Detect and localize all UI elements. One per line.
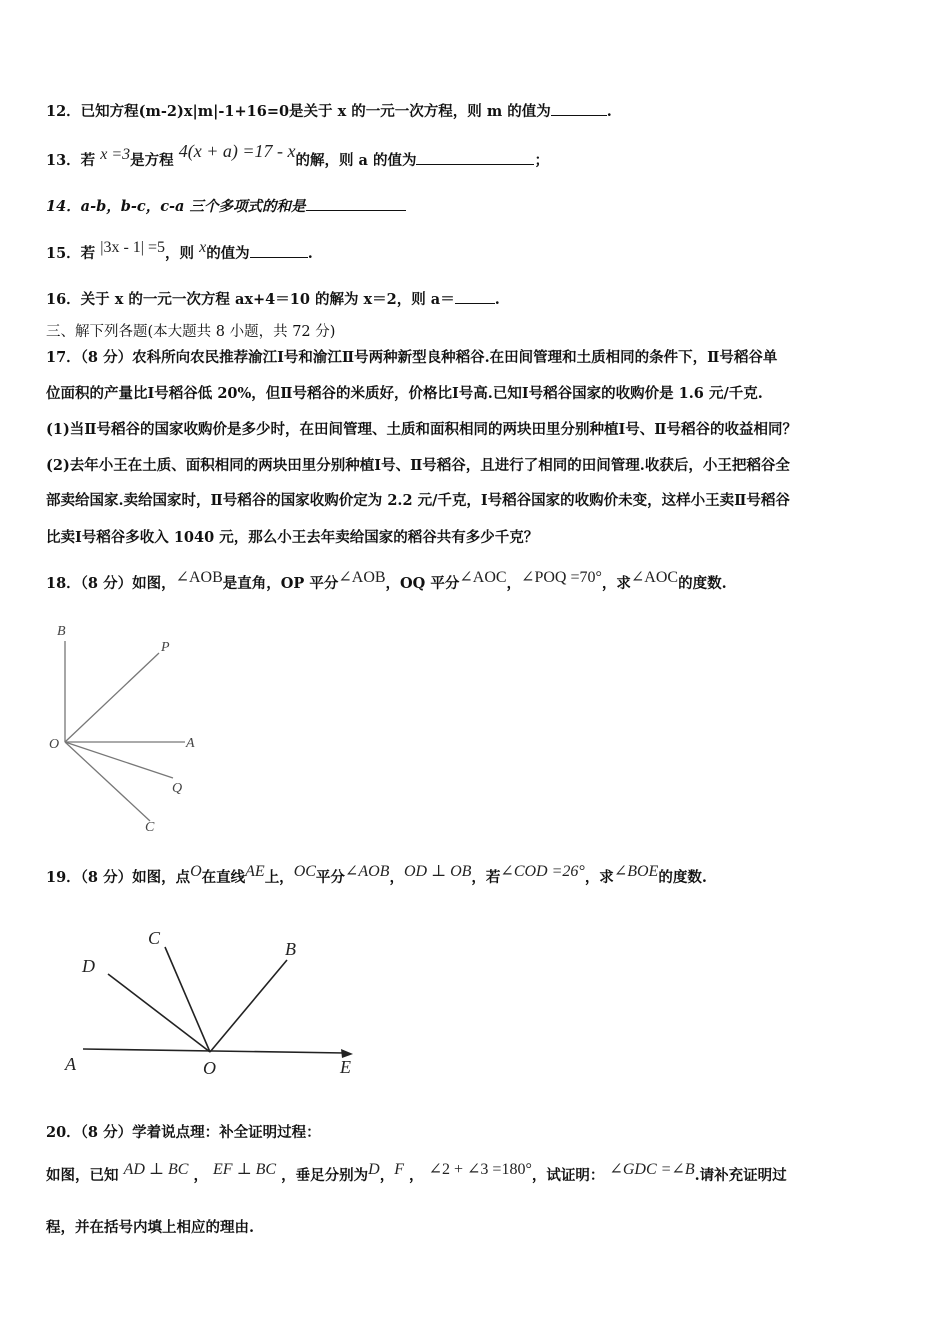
q13-num: 13．若 (46, 152, 96, 169)
q15-mid: ，则 (165, 245, 195, 262)
q17-line-4: (2)去年小王在土质、面积相同的两块田里分别种植Ⅰ号、Ⅱ号稻谷，且进行了相同的田间管理.收获后，小王把稻谷全 (46, 457, 790, 474)
q18-text: ， (506, 575, 522, 592)
q18-math: ∠POQ =70° (521, 569, 602, 586)
ray-op (65, 653, 159, 742)
q15-var: x (199, 239, 207, 256)
q17-line-6: 比卖Ⅰ号稻谷多收入 1040 元，那么小王去年卖给国家的稻谷共有多少千克？ (46, 529, 539, 546)
q15-num: 15．若 (46, 245, 96, 262)
q13-mid: 是方程 (130, 152, 174, 169)
q19-text: 上， (264, 869, 294, 886)
q19-text: ，若 (471, 869, 501, 886)
q19-math: OD ⊥ OB (403, 863, 472, 880)
q18-math: ∠AOC (630, 569, 679, 586)
label-a: A (186, 736, 195, 751)
ray-oc (65, 742, 150, 821)
q20-math: EF ⊥ BC (213, 1161, 277, 1178)
answer-blank (551, 101, 607, 116)
q19-text: 19．（8 分）如图，点 (46, 869, 191, 886)
q19-math: OC (293, 863, 316, 880)
question-16 (46, 289, 500, 311)
ray-ob (210, 960, 287, 1052)
label-o: O (203, 1058, 216, 1078)
question-20 (46, 1161, 787, 1187)
q18-figure (40, 615, 210, 835)
answer-blank (306, 196, 406, 211)
q16-text: 16．关于 x 的一元一次方程 ax+4＝10 的解为 x＝2，则 a＝ (46, 291, 455, 308)
q15-condition: |3x - 1| =5 (100, 239, 166, 256)
q20-text: 如图，已知 (46, 1167, 119, 1184)
q20-text: ， (193, 1167, 208, 1184)
q19-math: AE (245, 863, 265, 880)
q12-end: . (606, 103, 612, 120)
q14-text: 14．a-b，b-c，c-a 三个多项式的和是 (46, 198, 306, 215)
q19-text: ， (389, 869, 404, 886)
label-q: Q (172, 781, 183, 796)
q15-end: . (307, 245, 313, 262)
q19-text: ，求 (584, 869, 614, 886)
q18-text: 是直角，OP 平分 (222, 575, 339, 592)
q17-line-2: 位面积的产量比Ⅰ号稻谷低 20%，但Ⅱ号稻谷的米质好，价格比Ⅰ号高.已知Ⅰ号稻谷国家的收购价是 1.6 元/千克. (46, 385, 763, 402)
q20-last-line: 程，并在括号内填上相应的理由. (46, 1219, 255, 1236)
q19-text: 平分 (315, 869, 345, 886)
q16-end: . (494, 291, 500, 308)
label-d: D (82, 956, 95, 976)
q13-end: ； (534, 152, 549, 169)
question-12 (46, 101, 612, 123)
ray-oc (165, 947, 210, 1052)
q17-line-3: (1)当Ⅱ号稻谷的国家收购价是多少时，在田间管理、土质和面积相同的两块田里分别种植Ⅰ号、Ⅱ号稻谷的收益相同？ (46, 421, 798, 438)
section-3-header: 三、解下列各题(本大题共 8 小题，共 72 分) (46, 324, 336, 340)
question-15 (46, 239, 313, 265)
label-c: C (145, 820, 155, 835)
q20-title: 20．（8 分）学着说点理：补全证明过程： (46, 1124, 321, 1141)
line-ae (83, 1049, 345, 1053)
q19-figure (55, 920, 375, 1085)
q20-math: ∠GDC =∠B (609, 1161, 695, 1178)
question-14 (46, 196, 406, 218)
q18-text: ，求 (601, 575, 631, 592)
ray-oq (65, 742, 173, 778)
answer-blank (416, 150, 534, 165)
q19-text: 在直线 (201, 869, 246, 886)
q19-math: ∠BOE (613, 863, 659, 880)
label-o: O (49, 737, 60, 752)
q19-text: 的度数. (658, 869, 707, 886)
question-18 (46, 569, 727, 595)
q18-text: 18．（8 分）如图， (46, 575, 176, 592)
q13-condition: x =3 (100, 146, 131, 163)
q20-text: ， (379, 1167, 395, 1184)
q19-math: ∠AOB (344, 863, 390, 880)
q13-tail: 的解，则 a 的值为 (295, 152, 417, 169)
q17-line-5: 部卖给国家.卖给国家时，Ⅱ号稻谷的国家收购价定为 2.2 元/千克，Ⅰ号稻谷国家的收购价未变，这样小王卖Ⅱ号稻谷 (46, 492, 790, 509)
q20-text: ，垂足分别为 (281, 1167, 369, 1184)
q20-text: ，试证明： (531, 1167, 605, 1184)
q19-math: ∠COD =26° (500, 863, 585, 880)
label-e: E (340, 1057, 351, 1077)
q20-text: .请补充证明过 (694, 1167, 787, 1184)
q20-math: D (368, 1161, 380, 1178)
ray-od (108, 974, 210, 1052)
label-p: P (161, 640, 170, 655)
q18-math: ∠AOC (459, 569, 507, 586)
q20-math: ∠2 + ∠3 =180° (428, 1161, 532, 1178)
label-c: C (148, 928, 161, 948)
q18-math: ∠AOB (175, 569, 223, 586)
q18-text: 的度数. (678, 575, 727, 592)
q18-math: ∠AOB (338, 569, 386, 586)
answer-blank (455, 289, 495, 304)
q19-math: O (190, 863, 202, 880)
q20-text: ， (409, 1167, 424, 1184)
label-a: A (65, 1054, 76, 1074)
answer-blank (250, 243, 308, 258)
question-19 (46, 863, 707, 889)
q13-equation: 4(x + a) =17 - x (178, 141, 296, 161)
label-b: B (285, 939, 296, 959)
question-13 (46, 141, 549, 172)
q18-text: ，OQ 平分 (385, 575, 460, 592)
q20-math: AD ⊥ BC (123, 1161, 189, 1178)
q15-tail: 的值为 (206, 245, 250, 262)
q20-math: F (394, 1161, 404, 1178)
q17-line-1: 17．（8 分）农科所向农民推荐渝江Ⅰ号和渝江Ⅱ号两种新型良种稻谷.在田间管理和土质相同的条件下，Ⅱ号稻谷单 (46, 349, 778, 366)
label-b: B (57, 624, 66, 639)
q12-text: 12．已知方程(m-2)x|m|-1+16=0是关于 x 的一元一次方程，则 m 的值为 (46, 103, 551, 120)
